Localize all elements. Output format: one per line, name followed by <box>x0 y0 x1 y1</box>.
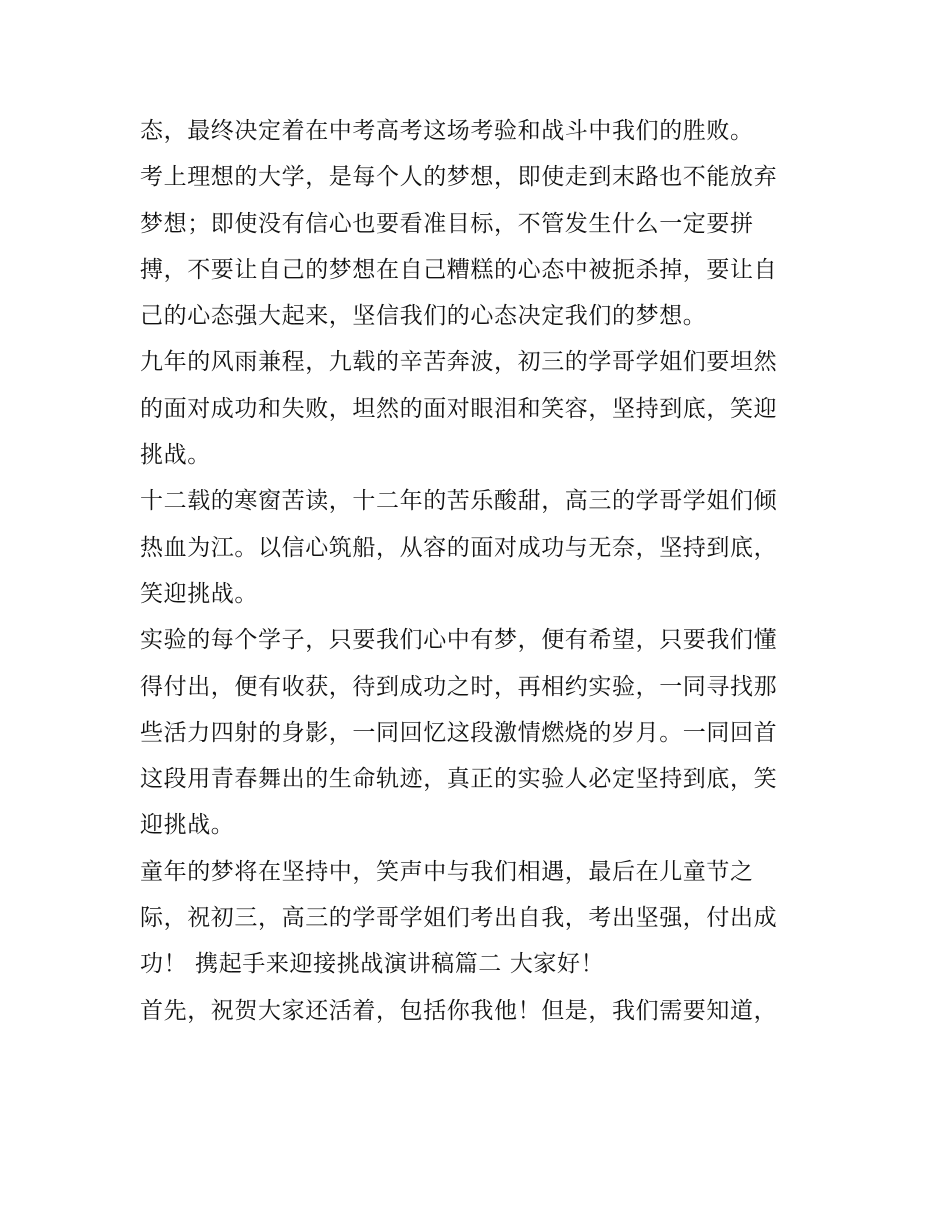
text-line: 这段用青春舞出的生命轨迹，真正的实验人必定坚持到底，笑 <box>140 766 778 793</box>
text-line: 际，祝初三，高三的学哥学姐们考出自我，考出坚强，付出成 <box>140 905 778 932</box>
text-line: 功！ 携起手来迎接挑战演讲稿篇二 大家好！ <box>140 951 605 978</box>
text-line: 考上理想的大学，是每个人的梦想，即使走到末路也不能放弃 <box>140 164 778 191</box>
text-line: 迎挑战。 <box>140 812 235 839</box>
text-line: 挑战。 <box>140 442 211 469</box>
text-line: 笑迎挑战。 <box>140 580 258 607</box>
text-line: 些活力四射的身影，一同回忆这段激情燃烧的岁月。一同回首 <box>140 719 778 746</box>
text-line: 热血为江。以信心筑船，从容的面对成功与无奈，坚持到底， <box>140 534 778 561</box>
text-line: 首先，祝贺大家还活着，包括你我他！但是，我们需要知道， <box>140 997 778 1024</box>
text-line: 九年的风雨兼程，九载的辛苦奔波，初三的学哥学姐们要坦然 <box>140 349 778 376</box>
text-line: 实验的每个学子，只要我们心中有梦，便有希望，只要我们懂 <box>140 627 778 654</box>
text-line: 梦想；即使没有信心也要看准目标，不管发生什么一定要拼 <box>140 210 754 237</box>
text-line: 得付出，便有收获，待到成功之时，再相约实验，一同寻找那 <box>140 673 778 700</box>
text-line: 搏，不要让自己的梦想在自己糟糕的心态中被扼杀掉，要让自 <box>140 256 778 283</box>
text-line: 态，最终决定着在中考高考这场考验和战斗中我们的胜败。 <box>140 118 754 144</box>
document-body <box>140 108 820 1034</box>
text-line: 童年的梦将在坚持中，笑声中与我们相遇，最后在儿童节之 <box>140 858 754 885</box>
text-line: 十二载的寒窗苦读，十二年的苦乐酸甜，高三的学哥学姐们倾 <box>140 488 778 515</box>
text-line: 己的心态强大起来，坚信我们的心态决定我们的梦想。 <box>140 303 707 330</box>
text-line: 的面对成功和失败，坦然的面对眼泪和笑容，坚持到底，笑迎 <box>140 395 778 422</box>
